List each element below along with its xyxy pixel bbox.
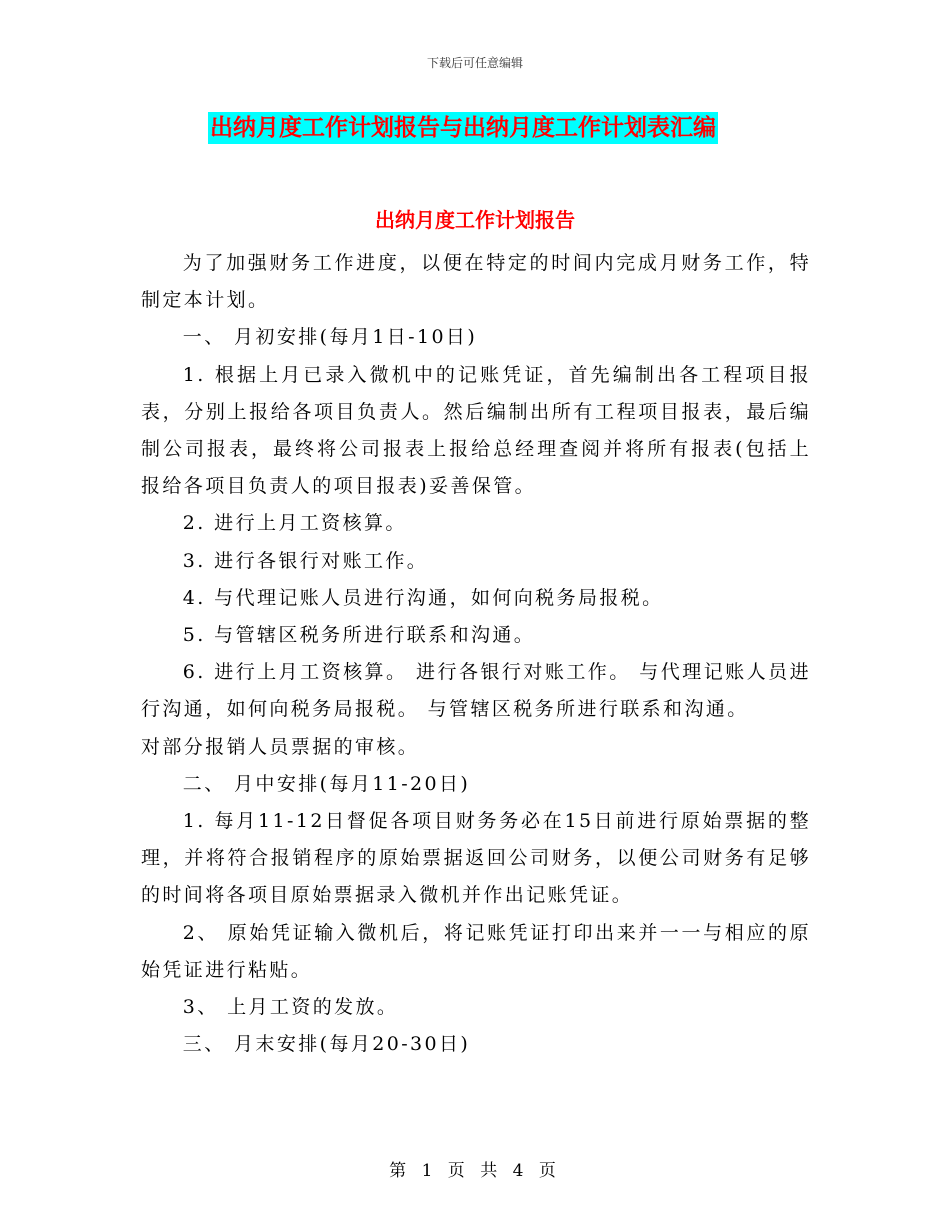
list-item: 5. 与管辖区税务所进行联系和沟通。: [182, 624, 536, 647]
page-footer: 第 1 页 共 4 页: [389, 1161, 561, 1181]
heading-mid-month: 二、 月中安排(每月11-20日): [182, 772, 471, 795]
list-item: 4. 与代理记账人员进行沟通，如何向税务局报税。: [182, 586, 664, 609]
list-item-continuation: 对部分报销人员票据的审核。: [141, 735, 420, 758]
document-body: [141, 245, 811, 1063]
list-item: 1. 根据上月已录入微机中的记账凭证，首先编制出各工程项目报表，分别上报给各项目负责人。然后编制出所有工程项目报表，最后编制公司报表，最终将公司报表上报给总经理查阅并将所有报表(包括上报给各项目负责人的项目报表)妥善保管。: [141, 363, 811, 498]
intro-paragraph: 为了加强财务工作进度，以便在特定的时间内完成月财务工作，特制定本计划。: [141, 252, 811, 312]
list-item: 2、 原始凭证输入微机后，将记账凭证打印出来并一一与相应的原始凭证进行粘贴。: [141, 921, 811, 981]
heading-early-month: 一、 月初安排(每月1日-10日): [182, 326, 478, 349]
header-note: 下载后可任意编辑: [426, 56, 523, 70]
list-item: 3. 进行各银行对账工作。: [182, 549, 429, 572]
list-item: 3、 上月工资的发放。: [182, 996, 399, 1019]
list-item: 2. 进行上月工资核算。: [182, 512, 407, 535]
section-title: 出纳月度工作计划报告: [375, 208, 575, 232]
list-item: 6. 进行上月工资核算。 进行各银行对账工作。 与代理记账人员进行沟通，如何向税务局报税。 与管辖区税务所进行联系和沟通。: [141, 661, 811, 721]
list-item: 1. 每月11-12日督促各项目财务务必在15日前进行原始票据的整理，并将符合报销程序的原始票据返回公司财务，以便公司财务有足够的时间将各项目原始票据录入微机并作出记账凭证。: [141, 810, 811, 907]
document-title: 出纳月度工作计划报告与出纳月度工作计划表汇编: [208, 112, 718, 144]
heading-end-month: 三、 月末安排(每月20-30日): [182, 1033, 471, 1056]
